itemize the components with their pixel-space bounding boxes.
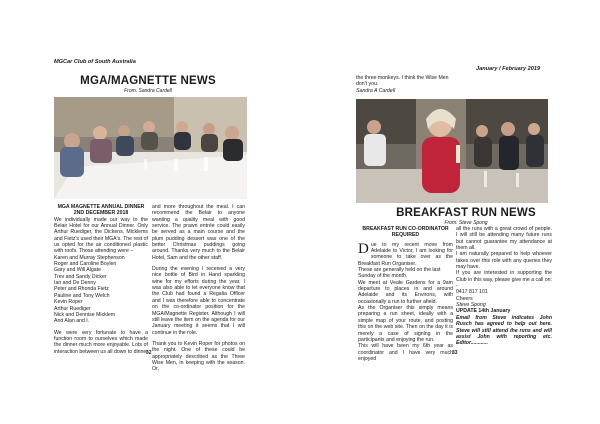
attendee-name: Trev and Sandy Dicker (54, 273, 107, 280)
attendee-name: Arthur Ruediger (54, 305, 91, 312)
dinner-col2-p1: and more throughout the meal. I can recommend the Belair to anyone wanting a quality meal with good service. The prawn entrée could easily be served as a main course and the plum pudding dessert was one of the better Christmas puddings going around. Thanks very much to the Belair Hotel, Sam and the other staff. (152, 204, 245, 261)
dinner-col2-p2: During the evening I received a very nice bottle of Bird in Hand sparkling wine for my efforts during the year. I was also able to let everyone know that the Club had found a Regalia Officer and I was therefore able to concentrate on the co-ordinator position for the MGA/Magnette Register. Although I will still leave the item on the agenda for our January meeting it seems that I will continue in the role. (152, 266, 245, 336)
continued-text: the three monkeys. I think the Wise Men don't you. (356, 75, 449, 88)
page-number-left: 32 (146, 350, 152, 356)
attendee-name: And Alan and I. (54, 318, 90, 325)
dinner-column-1 (54, 204, 148, 355)
breakfast-col2-p2: I am naturally prepared to help whoever takes over this role with any queries they may have. (456, 251, 552, 271)
breakfast-run-title: BREAKFAST RUN NEWS (396, 207, 536, 219)
mga-magnette-title: MGA/MAGNETTE NEWS (80, 75, 216, 87)
dinner-heading: MGA MAGNETTE ANNUAL DINNER 2ND DECEMBER 2018 (57, 204, 145, 217)
breakfast-column-1 (358, 226, 453, 362)
breakfast-p2: These are generally held on the last Sunday of the month. (358, 267, 441, 280)
attendee-name: Roger and Caroline Boylen (54, 261, 117, 268)
phone-number: 0417 817 101 (456, 289, 488, 296)
attendee-name: Pauline and Tony Welch (54, 292, 110, 299)
breakfast-photo (356, 99, 548, 203)
dinner-closing: We were very fortunate to have a function room to ourselves which made the dinner much more enjoyable. Lots of interaction between us all down to dinner (54, 329, 149, 355)
attendee-name: Ian and De Denny (54, 280, 96, 287)
dinner-group-photo (54, 97, 247, 199)
breakfast-p5: This will have been my 6th year as coordinator and I have very much enjoyed (358, 343, 453, 362)
page-number-right: 33 (452, 350, 458, 356)
dinner-col2-p3: Thank you to Kevin Roper for photos on the night. One of these could be appropriately described as the Three Wise Men, in keeping with the season. Or, (152, 340, 245, 373)
dinner-column-2 (152, 204, 245, 373)
cheers-text: Cheers (456, 295, 473, 302)
dropcap-letter: D (358, 240, 369, 257)
update-text: Email from Steve indicates John Rusch has agreed to help out here. Steve will still attend the runs and will assist John with reporting etc. Editor............ (456, 314, 552, 347)
mga-byline: From. Sandra Cardell (124, 88, 172, 94)
breakfast-col2-p3: If you are interested in supporting the Club in this way, please give me a call on: - (456, 270, 552, 290)
continued-signature: Sandra A Cardell (356, 87, 396, 94)
dinner-intro: We individually made our way to the Belair Hotel for our Annual Dinner. Only Arthur Ruediger, the Dickens, Micklems and Fietz's used their MGA's. The rest of us opted for the air conditioned plastic with roofs. Those attending were – (54, 216, 148, 255)
attendee-name: Nick and Dennise Micklem (54, 311, 116, 318)
issue-date-header: January / February 2019 (476, 66, 541, 72)
attendee-name: Gary and Will Algate (54, 267, 101, 274)
breakfast-byline: From. Steve Spong (444, 220, 488, 226)
breakfast-p1: ue to my recent move from Adelaide to Victor, I am looking for someone to take over as the Breakfast Run Organiser. (358, 241, 453, 267)
attendee-name: Kevin Roper (54, 299, 83, 306)
breakfast-signature: Steve Spong (456, 302, 486, 309)
club-header: MGCar Club of South Australia (54, 59, 136, 65)
attendee-name: Karen and Murray Stephenson (54, 254, 125, 261)
breakfast-column-2 (456, 226, 552, 347)
breakfast-p4: As the Organiser this simply means preparing a run sheet, ideally with a simple map of your route, and posting this on the web site. Then on the day it is merely a case of signing in the participants and enjoying the run. (358, 305, 453, 343)
continued-column (356, 75, 458, 94)
breakfast-col2-p1: all the runs with a great crowd of people. I will still be attending many future runs but cannot guarantee my attendance at them all. (456, 226, 552, 252)
attendee-name: Peter and Rhonda Fietz (54, 286, 109, 293)
breakfast-p3: We meet at Veale Gardens for a 9am departure to places in and around Adelaide and its Environs, with occasionally a run to further afield. (358, 279, 453, 305)
breakfast-heading: BREAKFAST RUN CO-ORDINATOR REQUIRED (362, 226, 449, 239)
update-heading: UPDATE 14th January (456, 308, 511, 315)
